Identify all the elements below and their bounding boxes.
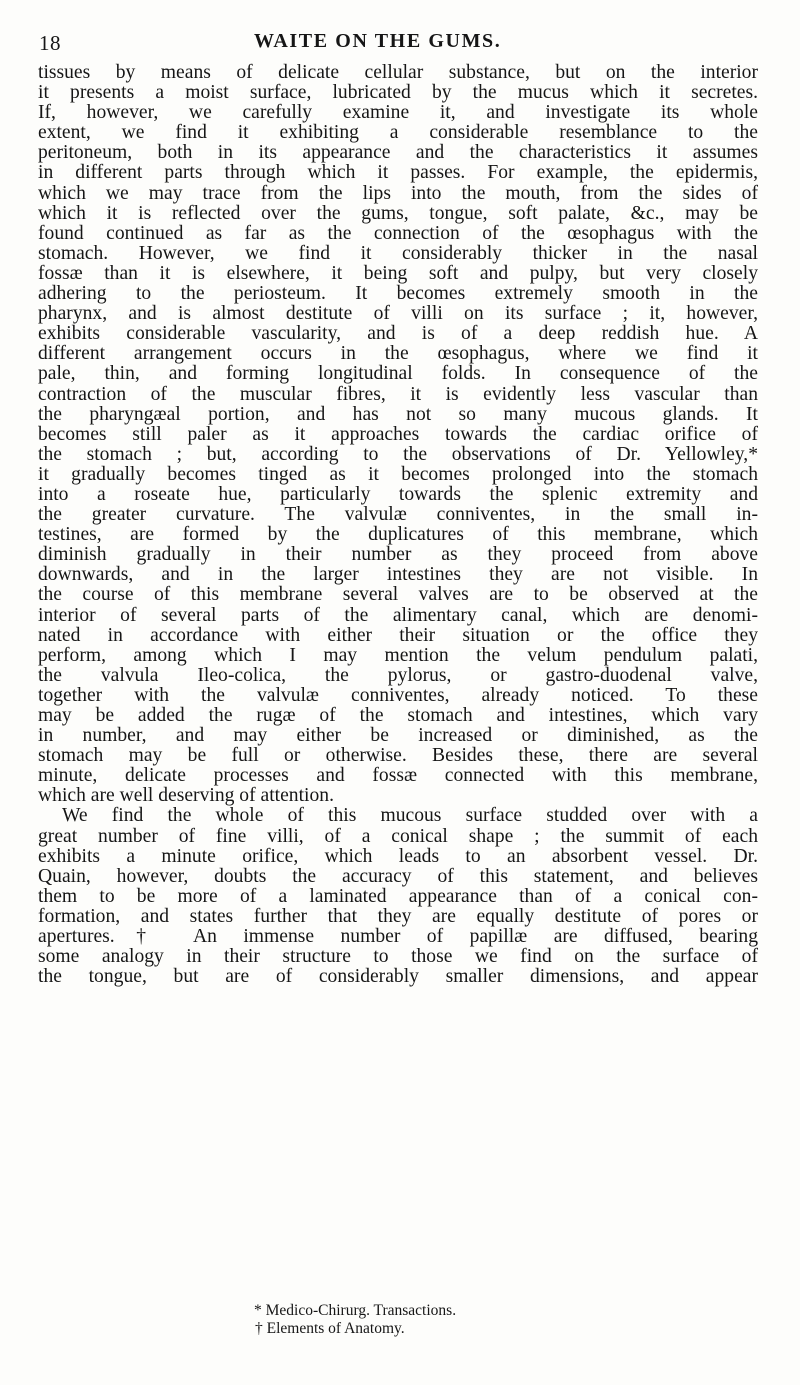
text-line: stomach may be full or otherwise. Besides these, there are several [38,745,758,767]
text-line: found continued as far as the connection of the œsophagus with the [38,222,758,244]
text-line: exhibits considerable vascularity, and is of a deep reddish hue. A [38,323,758,345]
text-line: it gradually becomes tinged as it becomes prolonged into the stomach [38,463,758,485]
text-line: the greater curvature. The valvulæ conniventes, in the small in- [38,504,758,526]
text-line: If, however, we carefully examine it, and investigate its whole [38,102,758,124]
text-line: contraction of the muscular fibres, it is evidently less vascular than [38,383,758,405]
text-line: extent, we find it exhibiting a considerable resemblance to the [38,122,758,144]
text-line: together with the valvulæ conniventes, already noticed. To these [38,684,758,706]
text-line: interior of several parts of the alimentary canal, which are denomi- [38,604,758,626]
text-line: We find the whole of this mucous surface studded over with a [62,805,758,827]
text-line: adhering to the periosteum. It becomes extremely smooth in the [38,283,758,305]
text-line: Quain, however, doubts the accuracy of this statement, and believes [38,865,758,887]
footnotes [0,1302,800,1338]
text-line: them to be more of a laminated appearance than of a conical con- [38,885,758,907]
text-line: exhibits a minute orifice, which leads to an absorbent vessel. Dr. [38,845,758,867]
footnote: * Medico-Chirurg. Transactions. [254,1302,457,1319]
text-line: tissues by means of delicate cellular substance, but on the interior [38,62,758,83]
text-line: nated in accordance with either their situation or the office they [38,624,758,646]
text-line: which we may trace from the lips into the mouth, from the sides of [38,182,758,204]
text-line: peritoneum, both in its appearance and the characteristics it assumes [38,142,758,164]
text-line: becomes still paler as it approaches towards the cardiac orifice of [38,423,758,445]
text-line: it presents a moist surface, lubricated by the mucus which it secretes. [38,82,758,104]
text-line: which it is reflected over the gums, tongue, soft palate, &c., may be [38,202,758,224]
text-line: testines, are formed by the duplicatures of this membrane, which [38,524,758,546]
running-head: WAITE ON THE GUMS. [254,30,502,52]
text-line: the pharyngæal portion, and has not so many mucous glands. It [38,403,758,425]
text-line: the valvula Ileo-colica, the pylorus, or gastro-duodenal valve, [38,664,758,686]
text-line: diminish gradually in their number as they proceed from above [38,544,758,566]
text-line: formation, and states further that they are equally destitute of pores or [38,905,758,927]
text-line: the course of this membrane several valves are to be observed at the [38,584,758,606]
page-number: 18 [39,31,61,55]
text-line: the stomach ; but, according to the observations of Dr. Yellowley,* [38,443,758,465]
text-line: perform, among which I may mention the velum pendulum palati, [38,644,758,666]
text-line: stomach. However, we find it considerably thicker in the nasal [38,242,758,264]
text-line: into a roseate hue, particularly towards the splenic extremity and [38,483,758,505]
footnote: † Elements of Anatomy. [255,1320,405,1337]
text-line: minute, delicate processes and fossæ connected with this membrane, [38,765,758,787]
text-line: may be added the rugæ of the stomach and intestines, which vary [38,705,758,726]
text-line: pale, thin, and forming longitudinal folds. In consequence of the [38,363,758,385]
text-line: apertures.† An immense number of papillæ are diffused, bearing [38,926,758,948]
text-line: which are well deserving of attention. [38,785,334,807]
text-line: different arrangement occurs in the œsophagus, where we find it [38,343,758,365]
text-line: in number, and may either be increased or diminished, as the [38,725,758,747]
text-line: some analogy in their structure to those we find on the surface of [38,946,758,968]
body-text [38,63,758,987]
text-line: fossæ than it is elsewhere, it being soft and pulpy, but very closely [38,262,758,284]
text-line: the tongue, but are of considerably smaller dimensions, and appear [38,966,758,988]
text-line: in different parts through which it passes. For example, the epidermis, [38,162,758,184]
text-line: downwards, and in the larger intestines they are not visible. In [38,564,758,586]
text-line: pharynx, and is almost destitute of villi on its surface ; it, however, [38,303,758,325]
text-line: great number of fine villi, of a conical shape ; the summit of each [38,825,758,847]
